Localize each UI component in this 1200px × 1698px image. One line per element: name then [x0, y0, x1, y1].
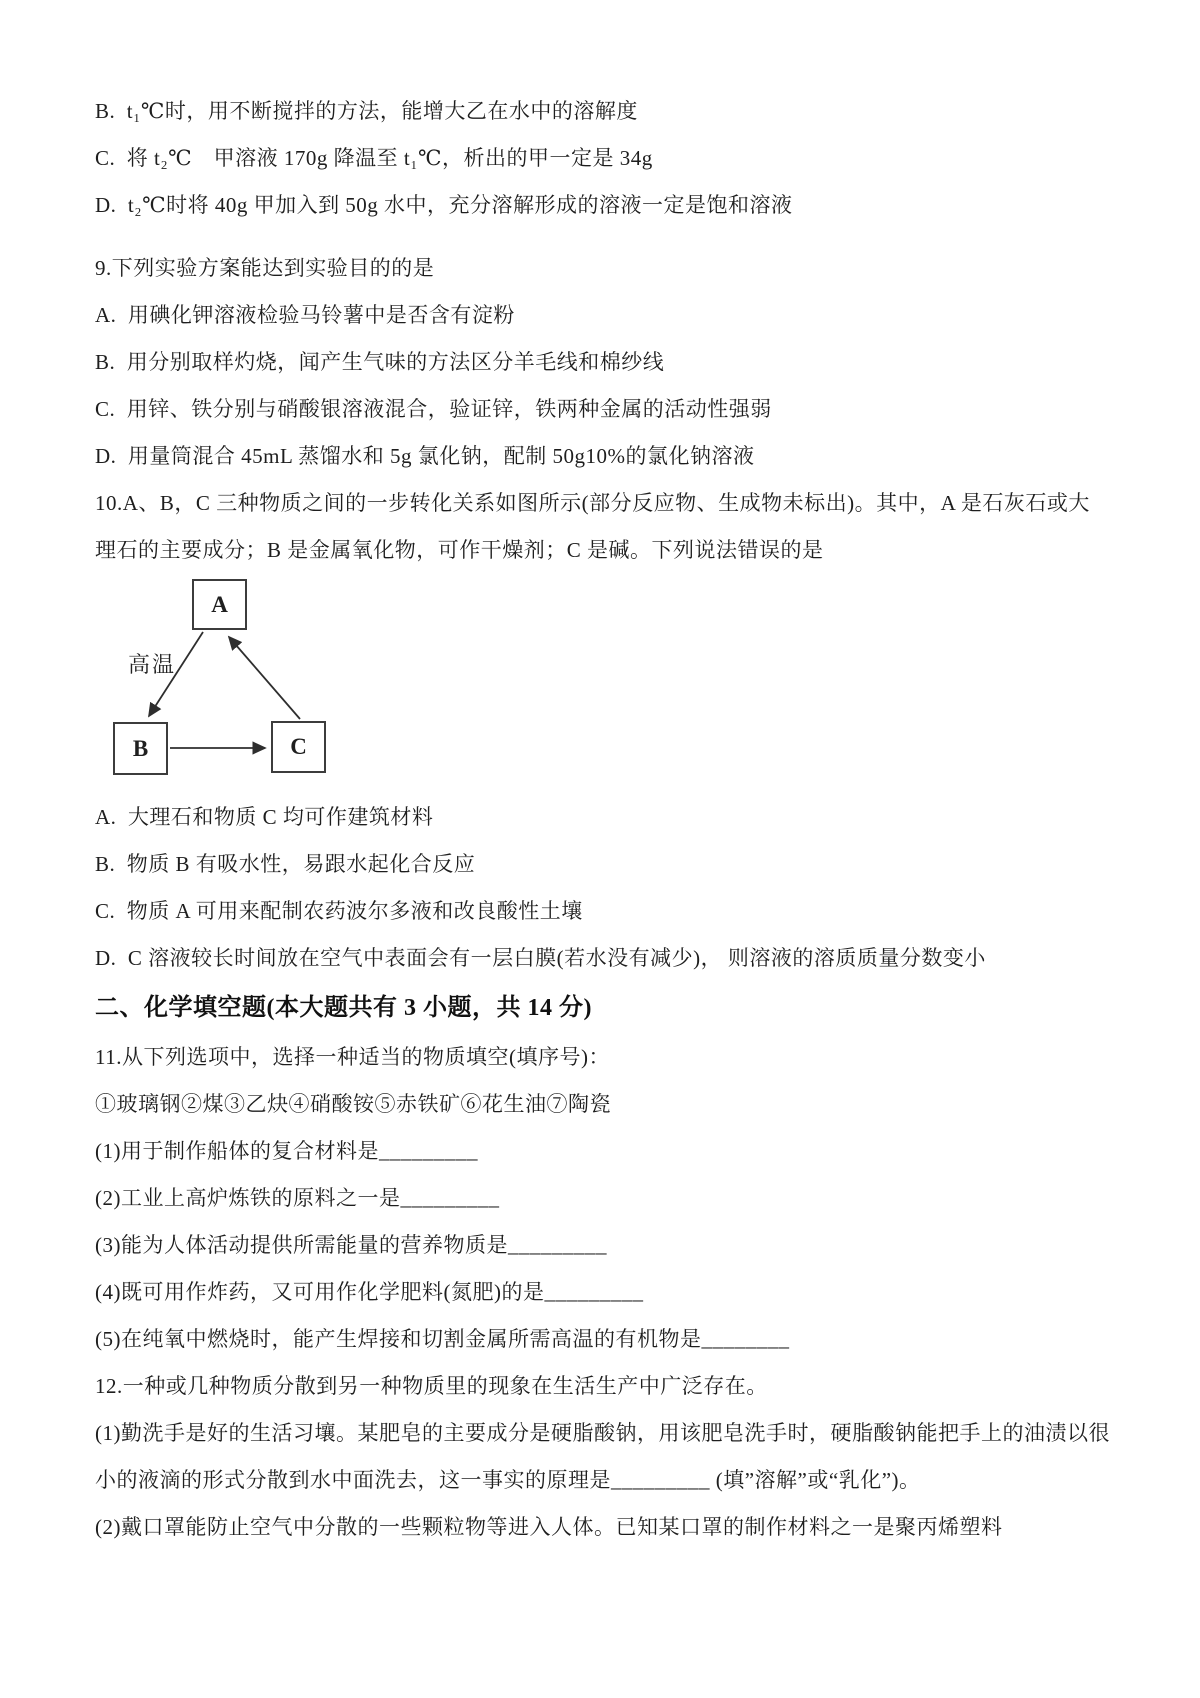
q10-stem: 10.A、B，C 三种物质之间的一步转化关系如图所示(部分反应物、生成物未标出)。其中，A 是石灰石或大理石的主要成分；B 是金属氧化物，可作干燥剂；C 是碱。下列说法错误的是	[95, 491, 1090, 562]
q11-stem: 11.从下列选项中，选择一种适当的物质填空(填序号)：	[95, 1045, 610, 1069]
q10-option-d: D. C 溶液较长时间放在空气中表面会有一层白膜(若水没有减少)， 则溶液的溶质质量分数变小	[95, 946, 986, 970]
q9-option-d: D. 用量筒混合 45mL 蒸馏水和 5g 氯化钠，配制 50g10%的氯化钠溶液	[95, 444, 755, 468]
q11-blank-2: (2)工业上高炉炼铁的原料之一是_________	[95, 1186, 500, 1210]
q12-stem: 12.一种或几种物质分散到另一种物质里的现象在生活生产中广泛存在。	[95, 1374, 768, 1398]
q9-option-c: C. 用锌、铁分别与硝酸银溶液混合，验证锌，铁两种金属的活动性强弱	[95, 397, 772, 421]
diagram-node-b-label: B	[132, 735, 149, 761]
q11-blank-4: (4)既可用作炸药，又可用作化学肥料(氮肥)的是_________	[95, 1280, 644, 1304]
q8-option-c: C. 将 t₂℃ 甲溶液 170g 降温至 t₁℃，析出的甲一定是 34g	[95, 146, 653, 170]
q8-option-b: B. t₁℃时，用不断搅拌的方法，能增大乙在水中的溶解度	[95, 99, 638, 123]
q11-blank-3: (3)能为人体活动提供所需能量的营养物质是_________	[95, 1233, 607, 1257]
diagram-node-c	[271, 721, 326, 773]
q12-part-2: (2)戴口罩能防止空气中分散的一些颗粒物等进入人体。已知某口罩的制作材料之一是聚丙烯塑料	[95, 1515, 1003, 1539]
q11-blank-5: (5)在纯氧中燃烧时，能产生焊接和切割金属所需高温的有机物是________	[95, 1327, 790, 1351]
q10-option-c: C. 物质 A 可用来配制农药波尔多液和改良酸性土壤	[95, 899, 583, 923]
q9-option-b: B. 用分别取样灼烧，闻产生气味的方法区分羊毛线和棉纱线	[95, 350, 665, 374]
diagram-node-c-label: C	[290, 734, 307, 759]
diagram-edge-label: 高温	[128, 652, 177, 677]
q8-option-d: D. t₂℃时将 40g 甲加入到 50g 水中，充分溶解形成的溶液一定是饱和溶液	[95, 193, 793, 217]
diagram-node-a-label: A	[211, 591, 228, 617]
diagram-node-b	[113, 722, 168, 775]
q10-transformation-diagram	[95, 576, 435, 786]
q10-option-a: A. 大理石和物质 C 均可作建筑材料	[95, 805, 434, 829]
q9-option-a: A. 用碘化钾溶液检验马铃薯中是否含有淀粉	[95, 303, 515, 327]
q9-stem: 9.下列实验方案能达到实验目的的是	[95, 256, 435, 280]
q11-blank-1: (1)用于制作船体的复合材料是_________	[95, 1139, 478, 1163]
arrow-c-to-a-icon	[229, 637, 300, 719]
q12-part-1: (1)勤洗手是好的生活习壤。某肥皂的主要成分是硬脂酸钠，用该肥皂洗手时，硬脂酸钠能把手上的油渍以很小的液滴的形式分散到水中面洗去，这一事实的原理是_________ (填”溶解”或“乳化”)。	[95, 1421, 1110, 1492]
q10-option-b: B. 物质 B 有吸水性，易跟水起化合反应	[95, 852, 476, 876]
diagram-node-a	[192, 579, 247, 630]
q11-choices: ①玻璃钢②煤③乙炔④硝酸铵⑤赤铁矿⑥花生油⑦陶瓷	[95, 1092, 611, 1116]
section-2-heading: 二、化学填空题(本大题共有 3 小题，共 14 分)	[95, 995, 592, 1021]
